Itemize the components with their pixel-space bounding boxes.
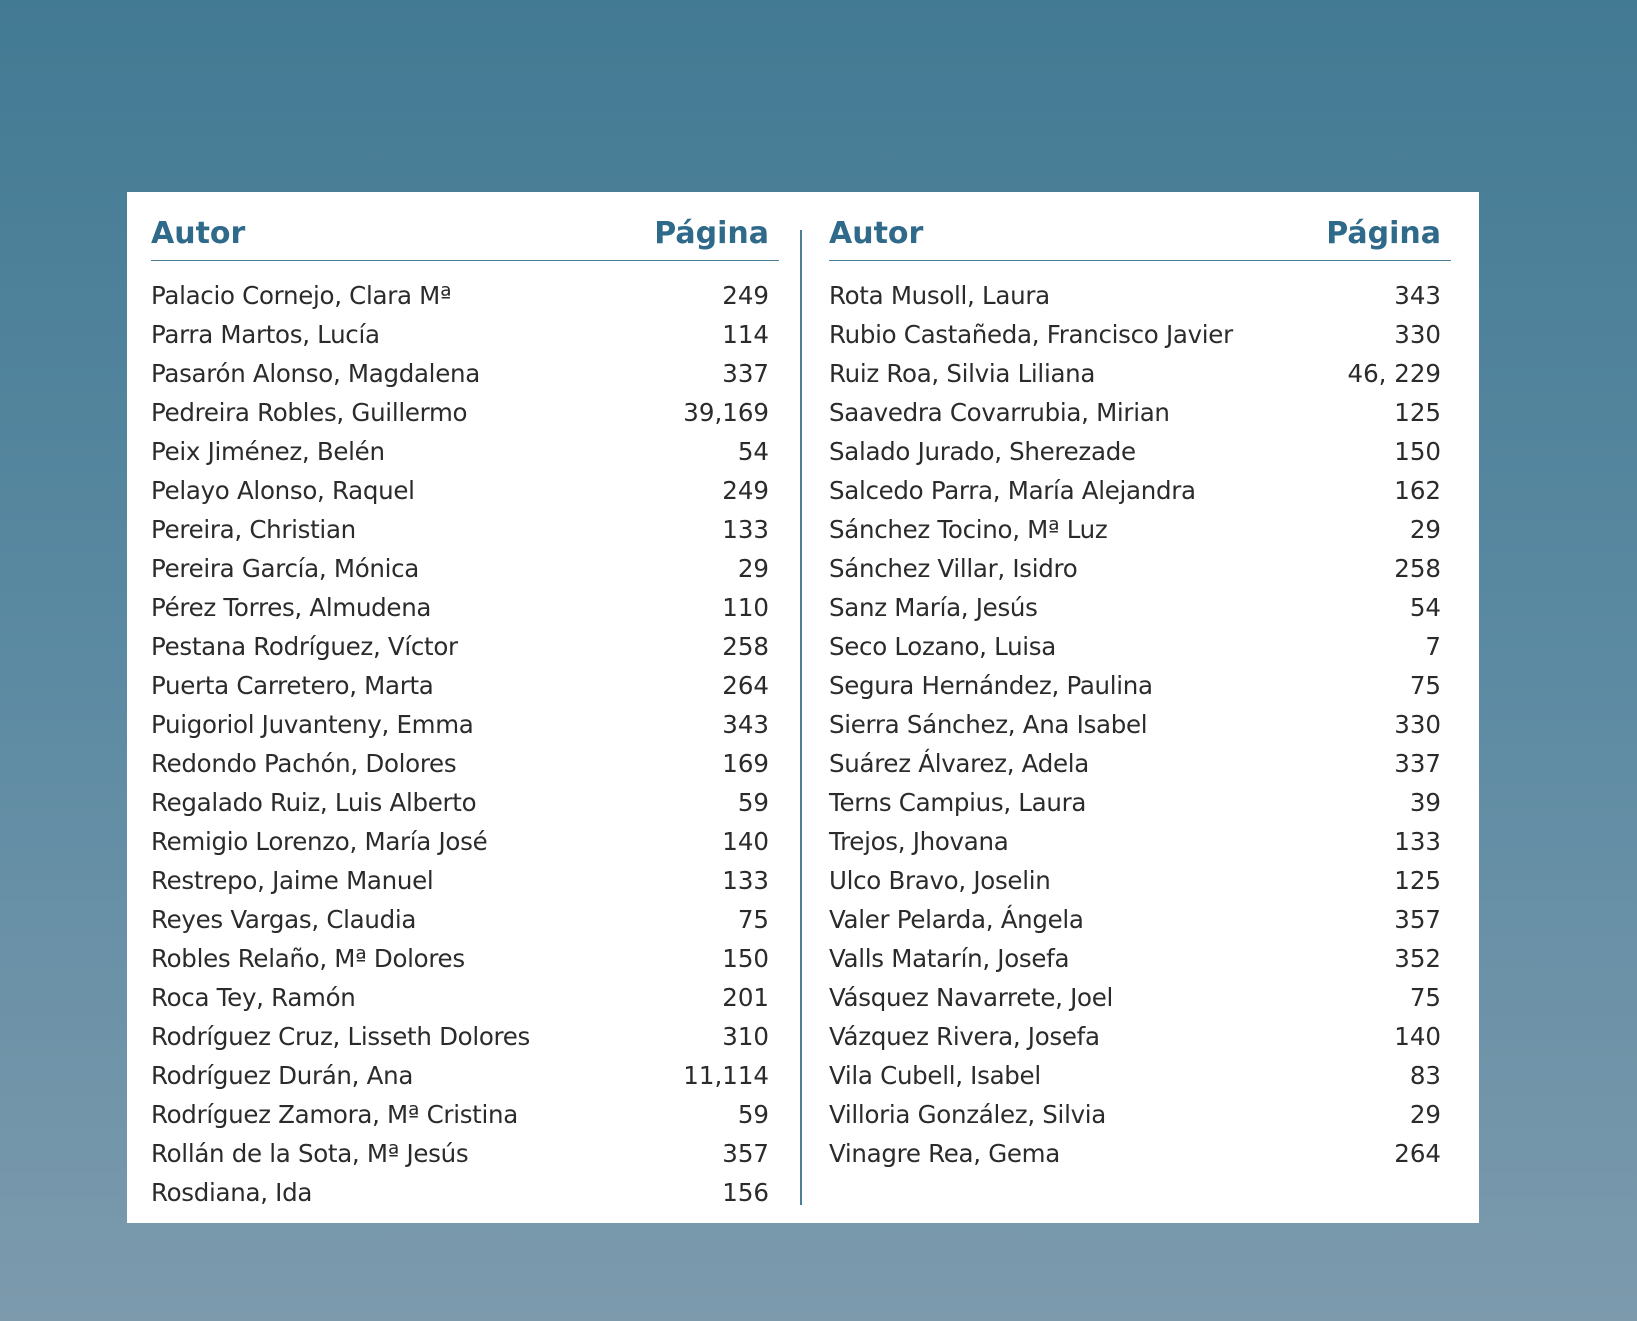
page-number: 39: [1409, 788, 1441, 817]
author-entry: [151, 900, 779, 939]
author-entry: [829, 354, 1451, 393]
page-number: 352: [1394, 944, 1441, 973]
page-number: 357: [722, 1139, 769, 1168]
page-number: 162: [1394, 476, 1441, 505]
author-name: Valer Pelarda, Ángela: [829, 905, 1084, 934]
pagina-heading: Página: [1326, 216, 1441, 251]
author-entry: [151, 1134, 779, 1173]
page-number: 150: [722, 944, 769, 973]
page-number: 264: [1394, 1139, 1441, 1168]
author-name: Parra Martos, Lucía: [151, 320, 380, 349]
page-number: 258: [722, 632, 769, 661]
author-name: Pasarón Alonso, Magdalena: [151, 359, 480, 388]
author-name: Trejos, Jhovana: [829, 827, 1009, 856]
author-name: Rodríguez Cruz, Lisseth Dolores: [151, 1022, 530, 1051]
page-number: 337: [1394, 749, 1441, 778]
page-number: 258: [1394, 554, 1441, 583]
page-number: 330: [1394, 320, 1441, 349]
author-name: Rota Musoll, Laura: [829, 281, 1050, 310]
author-name: Pérez Torres, Almudena: [151, 593, 432, 622]
author-entry: [151, 1173, 779, 1212]
author-entry: [829, 549, 1451, 588]
author-name: Salado Jurado, Sherezade: [829, 437, 1136, 466]
page-number: 140: [1394, 1022, 1441, 1051]
author-entry: [151, 588, 779, 627]
author-name: Regalado Ruiz, Luis Alberto: [151, 788, 477, 817]
page-number: 343: [1394, 281, 1441, 310]
author-name: Rodríguez Zamora, Mª Cristina: [151, 1100, 518, 1129]
author-entry: [829, 1017, 1451, 1056]
author-entry: [151, 861, 779, 900]
page-number: 337: [722, 359, 769, 388]
page-number: 7: [1425, 632, 1441, 661]
right-author-list: [829, 276, 1451, 1173]
page-number: 54: [737, 437, 769, 466]
author-entry: [151, 939, 779, 978]
page-number: 110: [722, 593, 769, 622]
author-entry: [829, 705, 1451, 744]
author-entry: [829, 939, 1451, 978]
author-entry: [829, 393, 1451, 432]
author-name: Puerta Carretero, Marta: [151, 671, 434, 700]
author-entry: [151, 354, 779, 393]
page-number: 264: [722, 671, 769, 700]
page-number: 133: [1394, 827, 1441, 856]
author-entry: [829, 861, 1451, 900]
author-entry: [151, 783, 779, 822]
author-name: Vinagre Rea, Gema: [829, 1139, 1060, 1168]
right-column: [829, 214, 1451, 1173]
author-name: Terns Campius, Laura: [829, 788, 1087, 817]
author-entry: [151, 1017, 779, 1056]
author-entry: [829, 783, 1451, 822]
page-number: 357: [1394, 905, 1441, 934]
author-name: Restrepo, Jaime Manuel: [151, 866, 434, 895]
page-number: 83: [1409, 1061, 1441, 1090]
author-name: Robles Relaño, Mª Dolores: [151, 944, 465, 973]
author-name: Suárez Álvarez, Adela: [829, 749, 1089, 778]
author-name: Sánchez Tocino, Mª Luz: [829, 515, 1108, 544]
page-number: 249: [722, 476, 769, 505]
author-entry: [829, 744, 1451, 783]
page-number: 59: [737, 788, 769, 817]
author-entry: [151, 978, 779, 1017]
author-name: Remigio Lorenzo, María José: [151, 827, 488, 856]
author-name: Sierra Sánchez, Ana Isabel: [829, 710, 1148, 739]
author-name: Rollán de la Sota, Mª Jesús: [151, 1139, 469, 1168]
author-index-panel: [127, 192, 1479, 1223]
page-number: 75: [737, 905, 769, 934]
page-number: 11,114: [683, 1061, 769, 1090]
page-number: 140: [722, 827, 769, 856]
author-entry: [829, 822, 1451, 861]
author-name: Vázquez Rivera, Josefa: [829, 1022, 1100, 1051]
author-name: Pereira García, Mónica: [151, 554, 420, 583]
author-entry: [151, 744, 779, 783]
author-entry: [151, 1095, 779, 1134]
page-number: 39,169: [683, 398, 769, 427]
page-number: 150: [1394, 437, 1441, 466]
author-entry: [151, 315, 779, 354]
page-number: 29: [737, 554, 769, 583]
author-entry: [151, 627, 779, 666]
author-name: Pestana Rodríguez, Víctor: [151, 632, 458, 661]
author-name: Ulco Bravo, Joselin: [829, 866, 1051, 895]
author-name: Villoria González, Silvia: [829, 1100, 1106, 1129]
author-name: Rodríguez Durán, Ana: [151, 1061, 414, 1090]
author-entry: [829, 978, 1451, 1017]
author-name: Sanz María, Jesús: [829, 593, 1038, 622]
author-entry: [151, 705, 779, 744]
author-entry: [151, 276, 779, 315]
author-name: Puigoriol Juvanteny, Emma: [151, 710, 474, 739]
author-entry: [151, 393, 779, 432]
column-divider: [800, 230, 802, 1205]
author-name: Palacio Cornejo, Clara Mª: [151, 281, 452, 310]
autor-heading: Autor: [151, 216, 246, 251]
author-name: Ruiz Roa, Silvia Liliana: [829, 359, 1096, 388]
author-entry: [829, 276, 1451, 315]
page-number: 29: [1409, 515, 1441, 544]
author-name: Seco Lozano, Luisa: [829, 632, 1056, 661]
author-entry: [151, 666, 779, 705]
page-number: 249: [722, 281, 769, 310]
page-number: 156: [722, 1178, 769, 1207]
right-column-header: [829, 214, 1451, 261]
author-name: Valls Matarín, Josefa: [829, 944, 1070, 973]
author-entry: [829, 432, 1451, 471]
author-entry: [829, 510, 1451, 549]
author-name: Reyes Vargas, Claudia: [151, 905, 417, 934]
author-entry: [829, 315, 1451, 354]
author-name: Saavedra Covarrubia, Mirian: [829, 398, 1170, 427]
author-name: Pereira, Christian: [151, 515, 356, 544]
page-number: 54: [1409, 593, 1441, 622]
page-number: 29: [1409, 1100, 1441, 1129]
author-entry: [829, 1056, 1451, 1095]
author-entry: [829, 900, 1451, 939]
author-entry: [829, 471, 1451, 510]
author-name: Salcedo Parra, María Alejandra: [829, 476, 1196, 505]
page-number: 169: [722, 749, 769, 778]
page-number: 133: [722, 515, 769, 544]
author-entry: [151, 822, 779, 861]
left-author-list: [151, 276, 779, 1212]
author-name: Rubio Castañeda, Francisco Javier: [829, 320, 1233, 349]
author-entry: [829, 1134, 1451, 1173]
author-entry: [151, 1056, 779, 1095]
author-name: Rosdiana, Ida: [151, 1178, 313, 1207]
page-number: 46, 229: [1347, 359, 1441, 388]
author-entry: [829, 627, 1451, 666]
author-entry: [151, 432, 779, 471]
author-name: Peix Jiménez, Belén: [151, 437, 385, 466]
page-number: 330: [1394, 710, 1441, 739]
autor-heading: Autor: [829, 216, 924, 251]
page-number: 114: [722, 320, 769, 349]
author-entry: [151, 549, 779, 588]
page-number: 59: [737, 1100, 769, 1129]
author-entry: [829, 588, 1451, 627]
author-entry: [829, 1095, 1451, 1134]
page-number: 310: [722, 1022, 769, 1051]
left-column-header: [151, 214, 779, 261]
author-name: Sánchez Villar, Isidro: [829, 554, 1078, 583]
author-entry: [829, 666, 1451, 705]
page-number: 343: [722, 710, 769, 739]
page-number: 125: [1394, 398, 1441, 427]
page-number: 125: [1394, 866, 1441, 895]
page-number: 133: [722, 866, 769, 895]
author-name: Vila Cubell, Isabel: [829, 1061, 1041, 1090]
author-entry: [151, 510, 779, 549]
author-name: Segura Hernández, Paulina: [829, 671, 1153, 700]
page-number: 75: [1409, 671, 1441, 700]
left-column: [151, 214, 779, 1212]
page-number: 201: [722, 983, 769, 1012]
author-name: Vásquez Navarrete, Joel: [829, 983, 1113, 1012]
author-name: Pelayo Alonso, Raquel: [151, 476, 415, 505]
author-name: Pedreira Robles, Guillermo: [151, 398, 468, 427]
pagina-heading: Página: [654, 216, 769, 251]
page-number: 75: [1409, 983, 1441, 1012]
author-entry: [151, 471, 779, 510]
author-name: Redondo Pachón, Dolores: [151, 749, 457, 778]
author-name: Roca Tey, Ramón: [151, 983, 356, 1012]
